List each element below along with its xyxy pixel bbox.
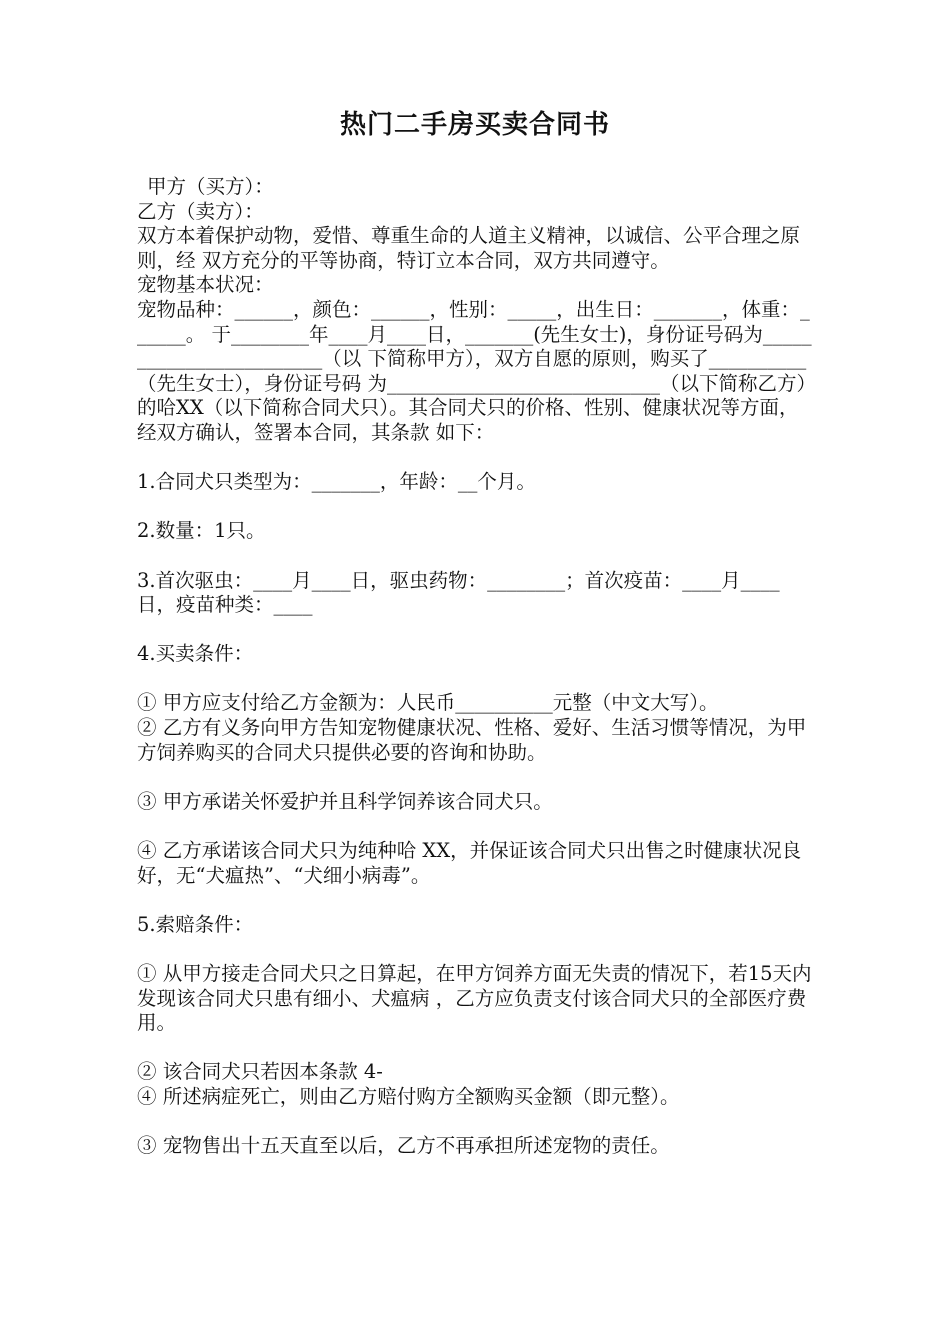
clause-4-item-2: ② 乙方有义务向甲方告知宠物健康状况、性格、爱好、生活习惯等情况，为甲方饲养购买的合同犬只提供必要的咨询和协助。 (137, 716, 807, 764)
clause-2: 2.数量：1只。 (137, 519, 266, 543)
preamble-paragraph: 双方本着保护动物，爱惜、尊重生命的人道主义精神，以诚信、公平合理之原则，经 双方充分的平等协商，特订立本合同，双方共同遵守。 (137, 224, 801, 272)
pet-info-heading: 宠物基本状况： (137, 273, 274, 297)
clause-4-heading: 4.买卖条件： (137, 642, 254, 666)
clause-4-item-1: ① 甲方应支付给乙方金额为：人民币__________元整（中文大写）。 (137, 691, 719, 715)
pet-info-paragraph: 宠物品种：______，颜色：______，性别：_____，出生日：_______，体重：______。 于________年____月____日，_______(先生女士)，身份证号码为________________________（以 下简称甲方），双方自愿的原则，购买了__________（先生女士），身份证号码 为____________________________（以下简称乙方）的哈XX（以下简称合同犬只）。其合同犬只的价格、性别、健康状况等方面，经双方确认，签署本合同，其条款 如下： (137, 297, 816, 444)
party-b-line: 乙方（卖方）： (137, 199, 264, 223)
party-a-line: 甲方（买方）： (147, 175, 274, 198)
clause-4-item-4: ④ 乙方承诺该合同犬只为纯种哈 XX，并保证该合同犬只出售之时健康状况良好，无“犬瘟热”、“犬细小病毒”。 (137, 839, 802, 887)
clause-5-heading: 5.索赔条件： (137, 912, 254, 936)
clause-4-item-3: ③ 甲方承诺关怀爱护并且科学饲养该合同犬只。 (137, 789, 553, 813)
clause-1: 1.合同犬只类型为：_______，年龄：__个月。 (137, 470, 536, 494)
clause-5-item-2b: ④ 所述病症死亡，则由乙方赔付购方全额购买金额（即元整）。 (137, 1084, 680, 1108)
clause-5-item-3: ③ 宠物售出十五天直至以后，乙方不再承担所述宠物的责任。 (137, 1134, 670, 1158)
document-title: 热门二手房买卖合同书 (339, 110, 610, 140)
document-body (137, 175, 817, 1159)
clause-3: 3.首次驱虫：____月____日，驱虫药物：________；首次疫苗：____月____日，疫苗种类：____ (137, 568, 780, 617)
clause-5-item-2a: ② 该合同犬只若因本条款 4- (137, 1060, 383, 1084)
clause-5-item-1: ① 从甲方接走合同犬只之日算起，在甲方饲养方面无失责的情况下，若15天内发现该合同犬只患有细小、犬瘟病 ，乙方应负责支付该合同犬只的全部医疗费用。 (137, 962, 812, 1035)
